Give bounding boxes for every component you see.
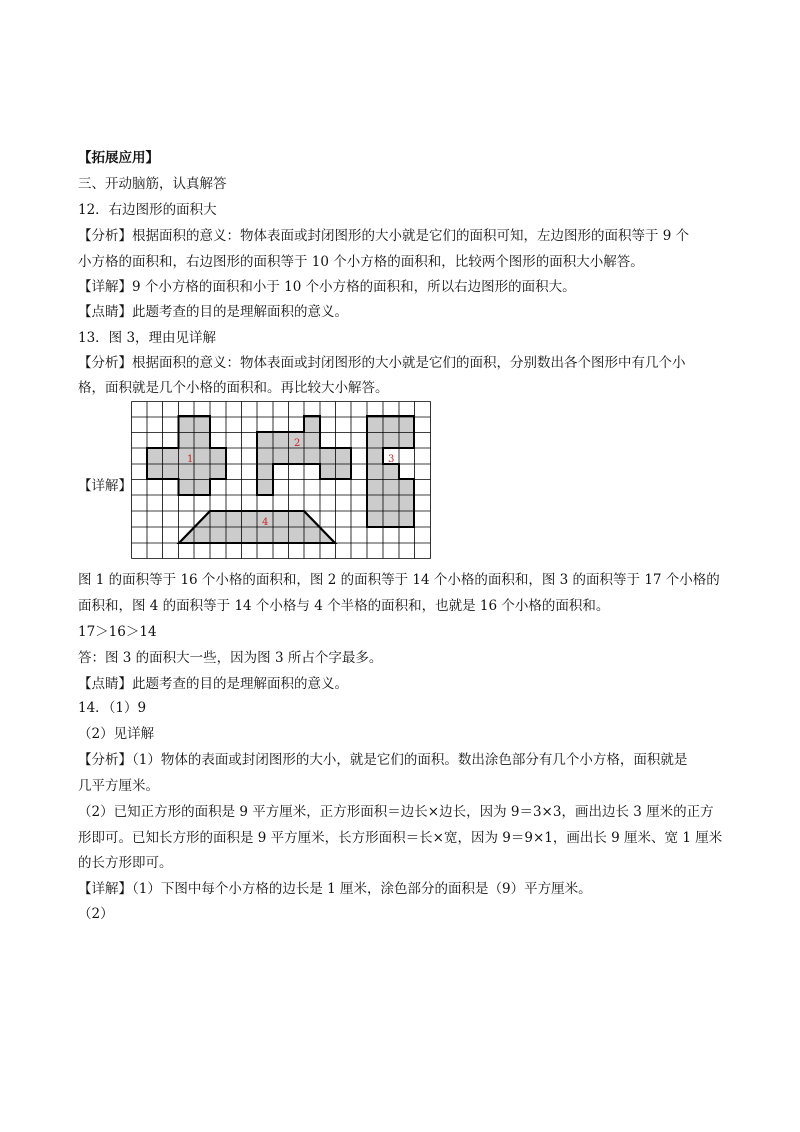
q13-comment: 【点睛】此题考查的目的是理解面积的意义。 [78,676,348,692]
q13-analysis-line-1: 【分析】根据面积的意义：物体表面或封闭图形的大小就是它们的面积，分别数出各个图形中有几个小 [78,355,686,371]
q12-comment: 【点睛】此题考查的目的是理解面积的意义。 [78,304,348,320]
q14-detail: 【详解】（1）下图中每个小方格的边长是 1 厘米，涂色部分的面积是（9）平方厘米。 [78,881,592,897]
figure-label-3: 3 [388,454,395,465]
q12-answer: 12．右边图形的面积大 [78,202,217,218]
q13-compare: 17＞16＞14 [78,624,157,640]
q12-analysis-line-1: 【分析】根据面积的意义：物体表面或封闭图形的大小就是它们的面积可知，左边图形的面积等于 9 个 [78,228,690,244]
q14-analysis-line-5: 的长方形即可。 [78,855,173,871]
q12-detail: 【详解】9 个小方格的面积和小于 10 个小方格的面积和，所以右边图形的面积大。 [78,279,576,295]
q14-answer-1: 14．（1）9 [78,700,147,716]
area-grid-svg [131,401,433,561]
section-subtitle: 三、开动脑筋，认真解答 [78,176,227,192]
figure-label-4: 4 [262,517,269,528]
q14-analysis-line-1: 【分析】（1）物体的表面或封闭图形的大小，就是它们的面积。数出涂色部分有几个小方格，面积就是 [78,752,688,768]
q13-conclusion: 答：图 3 的面积大一些，因为图 3 所占个字最多。 [78,650,383,666]
q13-analysis-line-2: 格，面积就是几个小格的面积和。再比较大小解答。 [78,380,389,396]
section-title: 【拓展应用】 [78,150,159,166]
q12-analysis-line-2: 小方格的面积和，右边图形的面积等于 10 个小方格的面积和，比较两个图形的面积大小解答。 [78,254,644,270]
q14-analysis-line-2: 几平方厘米。 [78,778,159,794]
q13-answer: 13．图 3，理由见详解 [78,330,217,346]
q13-detail-label: 【详解】 [78,478,132,494]
figure-label-1: 1 [187,454,194,465]
q14-answer-2: （2）见详解 [78,726,155,742]
q14-detail-2: （2） [78,906,114,922]
q13-text-line-1: 图 1 的面积等于 16 个小格的面积和，图 2 的面积等于 14 个小格的面积和，图 3 的面积等于 17 个小格的 [78,572,720,588]
area-grid-figure [131,401,433,565]
q14-analysis-line-4: 形即可。已知长方形的面积是 9 平方厘米，长方形面积＝长×宽，因为 9＝9×1，画出长 9 厘米、宽 1 厘米 [78,830,723,846]
figure-label-2: 2 [294,438,301,449]
q14-analysis-line-3: （2）已知正方形的面积是 9 平方厘米，正方形面积＝边长×边长，因为 9＝3×3，画出边长 3 厘米的正方 [78,804,714,820]
q13-text-line-2: 面积和，图 4 的面积等于 14 个小格与 4 个半格的面积和，也就是 16 个小格的面积和。 [78,598,610,614]
